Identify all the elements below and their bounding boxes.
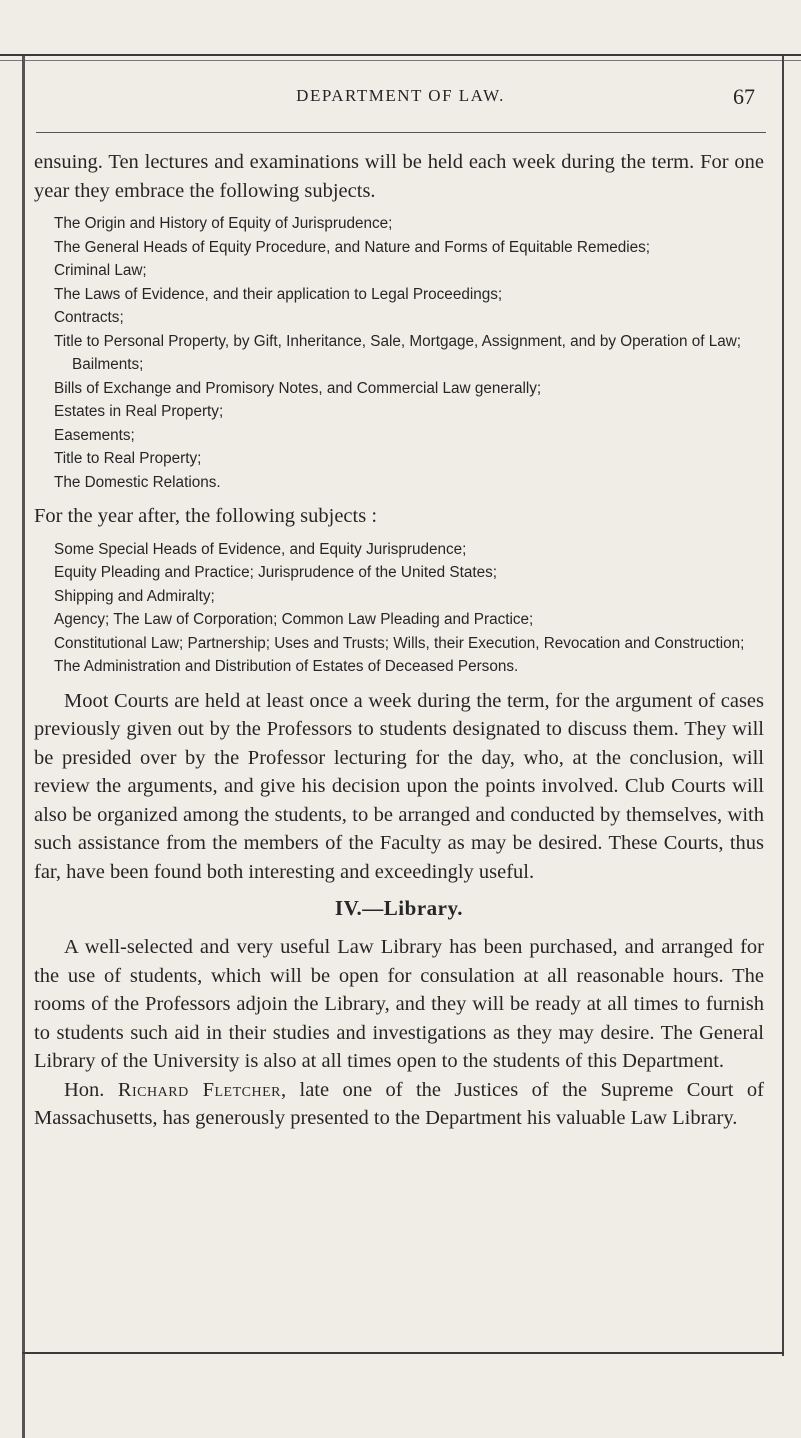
- second-year-subject-list: [34, 538, 764, 679]
- paragraph-donation: [34, 1076, 764, 1133]
- subject-item: Title to Real Property;: [54, 450, 202, 467]
- subject-item: Constitutional Law; Partnership; Uses and Trusts; Wills, their Execution, Revocation and Construction;: [54, 634, 745, 652]
- subject-item: The Origin and History of Equity of Jurisprudence;: [54, 215, 393, 232]
- subject-item: Criminal Law;: [54, 262, 147, 279]
- paragraph-ensuing: ensuing. Ten lectures and examinations will be held each week during the term. For one year they embrace the following subjects.: [34, 151, 764, 202]
- top-border-rule: [0, 54, 801, 56]
- header-rule: [36, 132, 766, 133]
- bottom-border-rule: [22, 1352, 784, 1354]
- top-border-rule-thin: [0, 60, 801, 61]
- donation-text: , late one of the Justices of the Supreme Court of Massachusetts, has generously presented to the Department his valuable Law Library.: [34, 1078, 764, 1129]
- subject-item: The Domestic Relations.: [54, 473, 221, 491]
- subject-item: The General Heads of Equity Procedure, and Nature and Forms of Equitable Remedies;: [54, 238, 651, 256]
- subject-item: Easements;: [54, 426, 135, 444]
- page-number: 67: [733, 84, 755, 109]
- subject-item: Title to Personal Property, by Gift, Inheritance, Sale, Mortgage, Assignment, and by Operation of Law; Bailments;: [54, 332, 742, 373]
- subject-item: The Laws of Evidence, and their application to Legal Proceedings;: [54, 285, 503, 303]
- subject-item: Estates in Real Property;: [54, 403, 224, 420]
- right-page-edge: [782, 56, 784, 1356]
- paragraph-library: A well-selected and very useful Law Library has been purchased, and arranged for the use of students, which will be open for consulation at all reasonable hours. The rooms of the Professors adjoin the Library, and they will be ready at all times to furnish to students such aid in their studies and investigations as they may desire. The General Library of the University is also at all times open to the students of this Department.: [34, 936, 764, 1072]
- paragraph-year-after: For the year after, the following subjects :: [34, 505, 378, 527]
- page-header: [0, 84, 801, 114]
- subject-item: Shipping and Admiralty;: [54, 587, 215, 605]
- subject-item: Equity Pleading and Practice; Jurisprudence of the United States;: [54, 564, 498, 581]
- paragraph-moot-courts: Moot Courts are held at least once a week during the term, for the argument of cases previously given out by the Professors to students designated to discuss them. They will be presided over by the Professor lecturing for the day, who, at the conclusion, will review the arguments, and give his decision upon the points involved. Club Courts will also be organized among the students, to be arranged and conducted by themselves, with such assistance from the members of the Faculty as may be desired. These Courts, thus far, have been found both interesting and exceedingly useful.: [34, 689, 764, 883]
- subject-item: Bills of Exchange and Promisory Notes, and Commercial Law generally;: [54, 379, 542, 397]
- section-heading-library: IV.—Library.: [334, 896, 464, 920]
- page-body: [34, 148, 764, 1133]
- subject-item: Agency; The Law of Corporation; Common Law Pleading and Practice;: [54, 611, 534, 628]
- subject-item: Some Special Heads of Evidence, and Equity Jurisprudence;: [54, 540, 467, 558]
- honorific: Hon.: [64, 1078, 118, 1101]
- subject-item: Contracts;: [54, 309, 124, 326]
- running-head: DEPARTMENT OF LAW.: [296, 86, 505, 105]
- first-year-subject-list: [34, 212, 764, 494]
- donor-name: Richard Fletcher: [117, 1078, 281, 1101]
- subject-item: The Administration and Distribution of Estates of Deceased Persons.: [54, 658, 519, 675]
- left-page-edge: [22, 56, 25, 1438]
